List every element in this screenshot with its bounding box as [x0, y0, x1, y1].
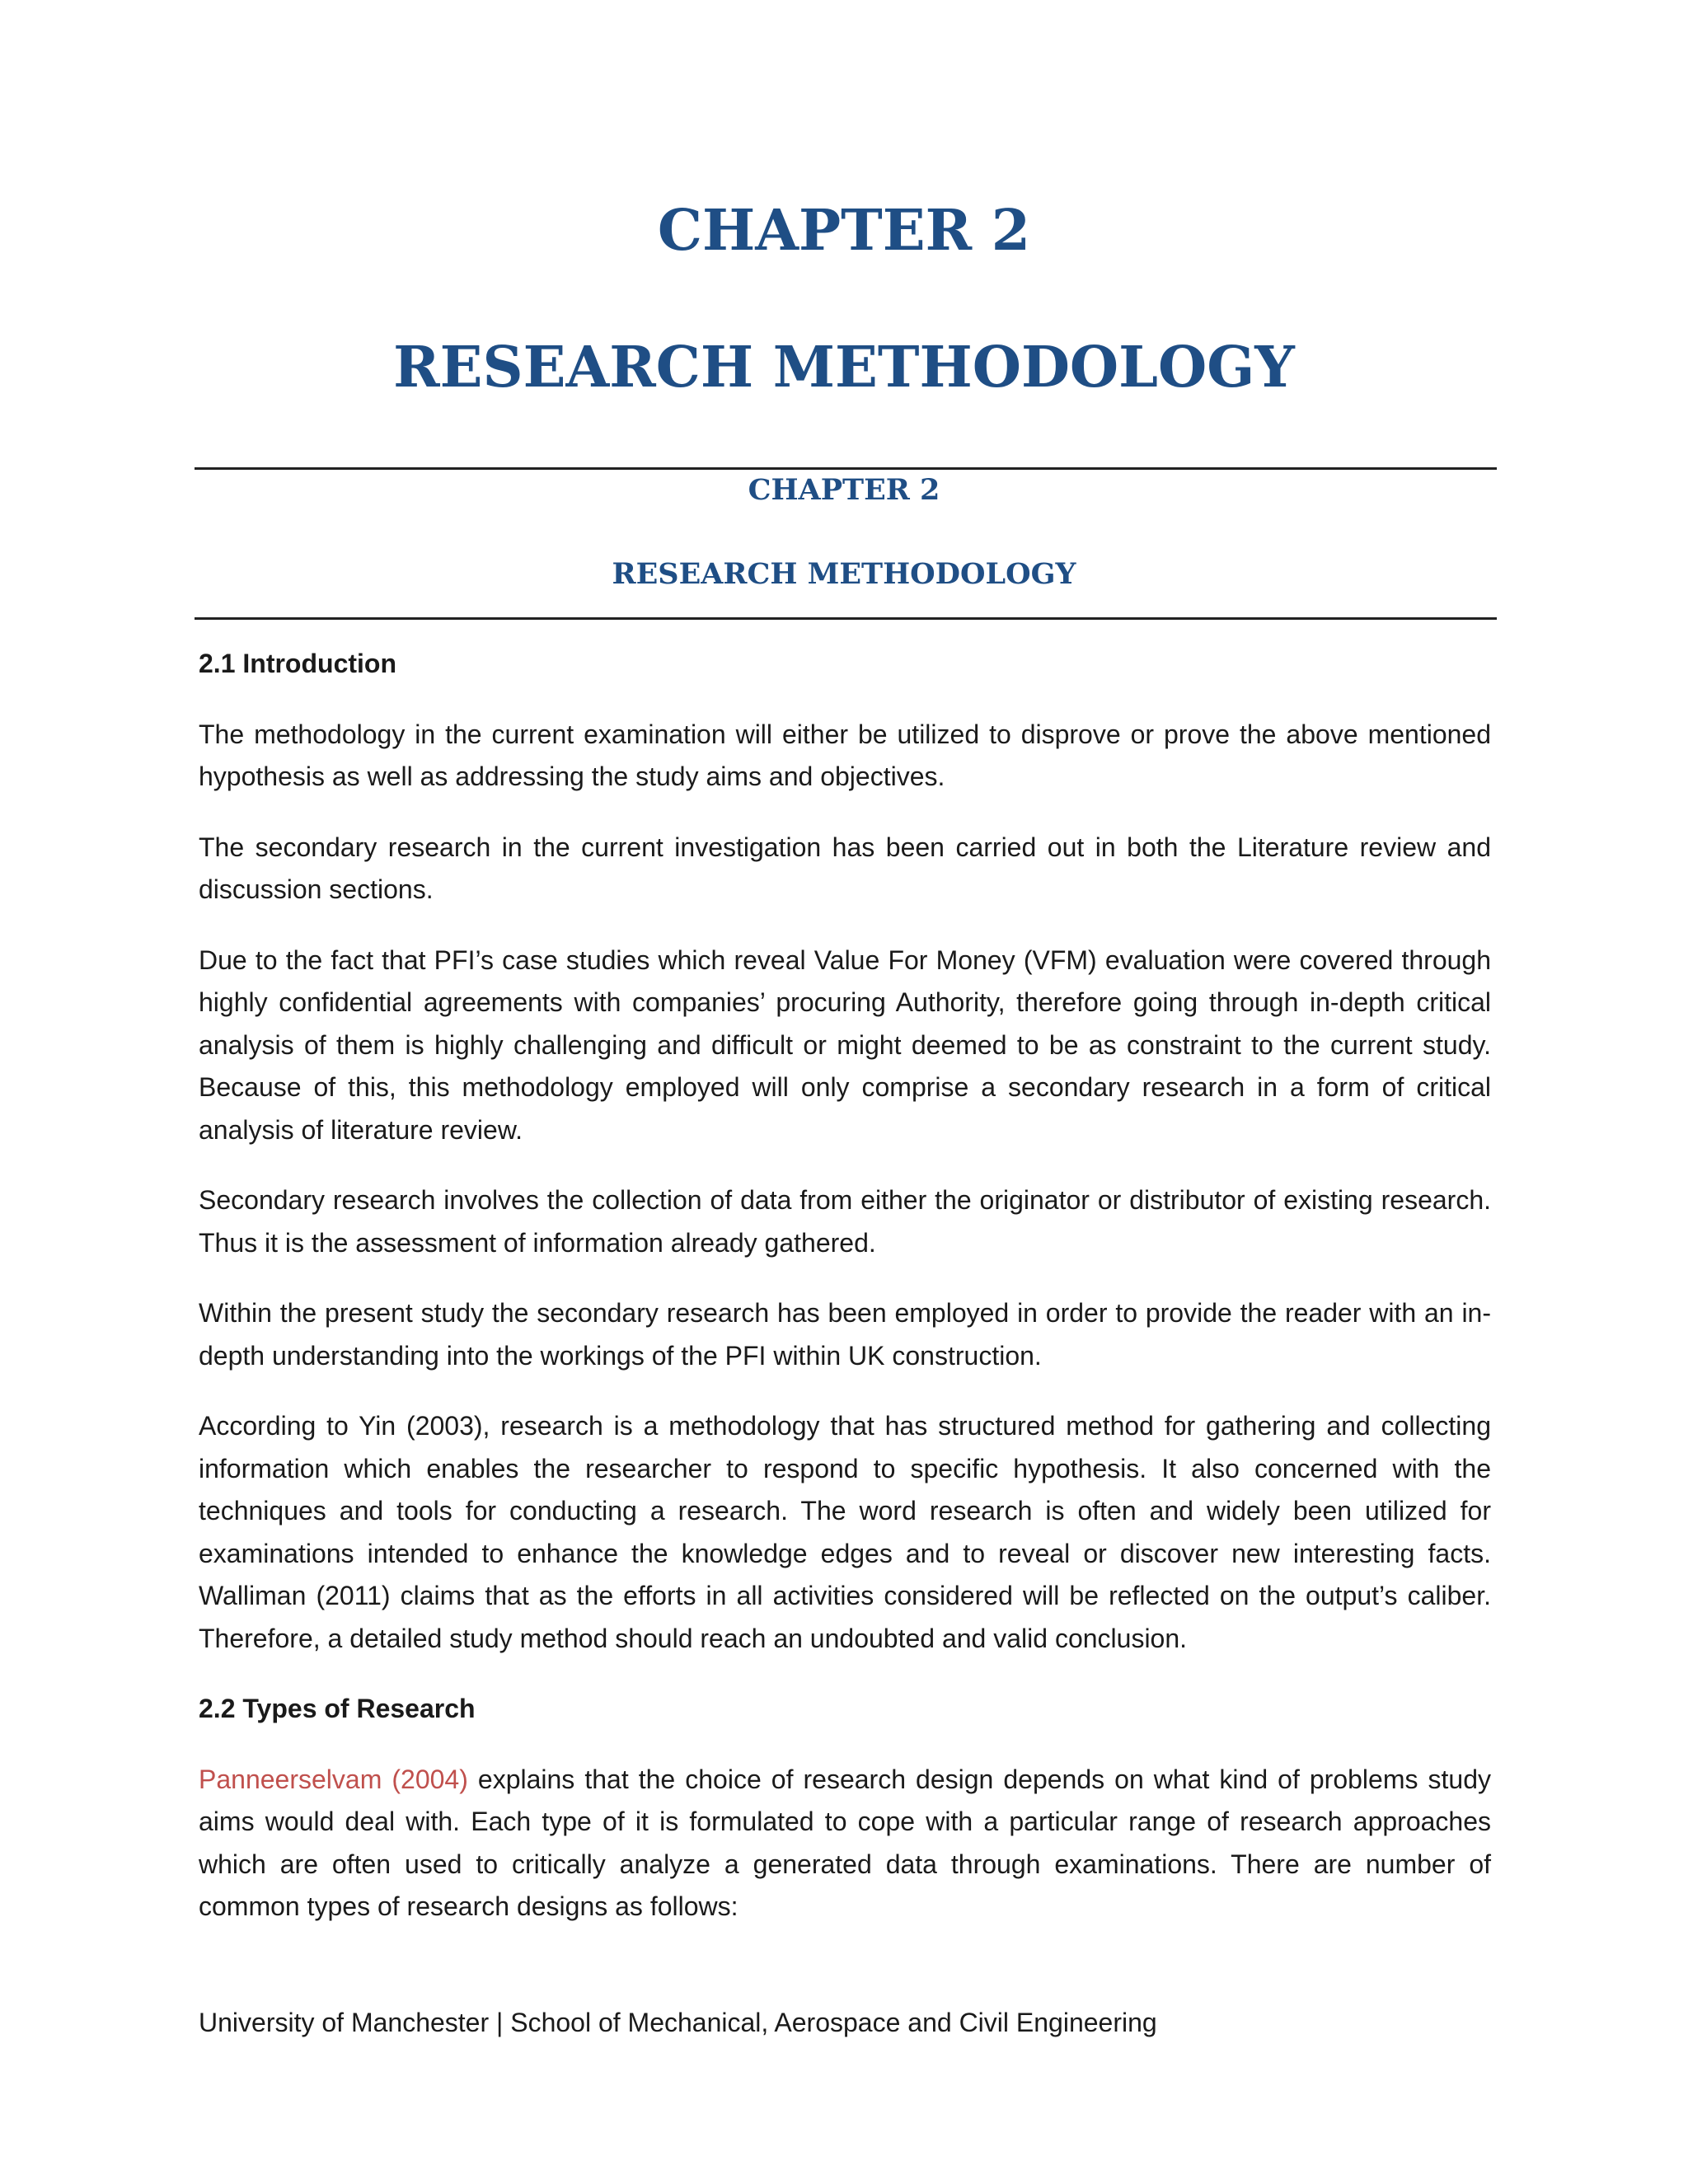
paragraph: The secondary research in the current investigation has been carried out in both the Literature review and discussion sections.	[199, 832, 1491, 904]
header-top-rule	[195, 467, 1497, 470]
chapter-subtitle: RESEARCH METHODOLOGY	[612, 557, 1076, 591]
paragraph: Due to the fact that PFI’s case studies which reveal Value For Money (VFM) evaluation were covered through highly confidential agreements with companies’ procuring Authority, therefore going through in-depth critical analysis of them is highly challenging and difficult or might deemed to be as constraint to the current study. Because of this, this methodology employed will only comprise a secondary research in a form of critical analysis of literature review.	[199, 944, 1491, 1145]
header-bottom-rule	[195, 617, 1497, 620]
paragraph: According to Yin (2003), research is a methodology that has structured method for gathering and collecting information which enables the researcher to respond to specific hypothesis. It also concerned with the techniques and tools for conducting a research. The word research is often and widely been utilized for examinations intended to enhance the knowledge edges and to reveal or discover new interesting facts. Walliman (2011) claims that as the efforts in all activities considered will be reflected on the output’s caliber. Therefore, a detailed study method should reach an undoubted and valid conclusion.	[199, 1411, 1491, 1653]
citation-link[interactable]: Panneerselvam (2004)	[199, 1764, 468, 1794]
chapter-main-title: RESEARCH METHODOLOGY	[393, 335, 1295, 401]
chapter-number-title: CHAPTER 2	[657, 198, 1031, 264]
paragraph: Within the present study the secondary research has been employed in order to provide the reader with an in-depth understanding into the workings of the PFI within UK construction.	[199, 1298, 1491, 1371]
page-footer: University of Manchester | School of Mechanical, Aerospace and Civil Engineering	[199, 2008, 1157, 2037]
section-heading-types-of-research: 2.2 Types of Research	[199, 1694, 476, 1723]
body-text	[199, 643, 1491, 1957]
section-heading-introduction: 2.1 Introduction	[199, 649, 396, 678]
paragraph: Secondary research involves the collection of data from either the originator or distributor of existing research. Thus it is the assessment of information already gathered.	[199, 1185, 1491, 1258]
paragraph-text: explains that the choice of research design depends on what kind of problems study aims would deal with. Each type of it is formulated to cope with a particular range of research approaches which are often used to critically analyze a generated data through examinations. There are number of common types of research designs as follows:	[199, 1764, 1492, 1921]
paragraph-types-of-research	[199, 1759, 1491, 1929]
paragraph: The methodology in the current examination will either be utilized to disprove or prove the above mentioned hypothesis as well as addressing the study aims and objectives.	[199, 719, 1491, 791]
chapter-number-subtitle: CHAPTER 2	[748, 473, 940, 507]
